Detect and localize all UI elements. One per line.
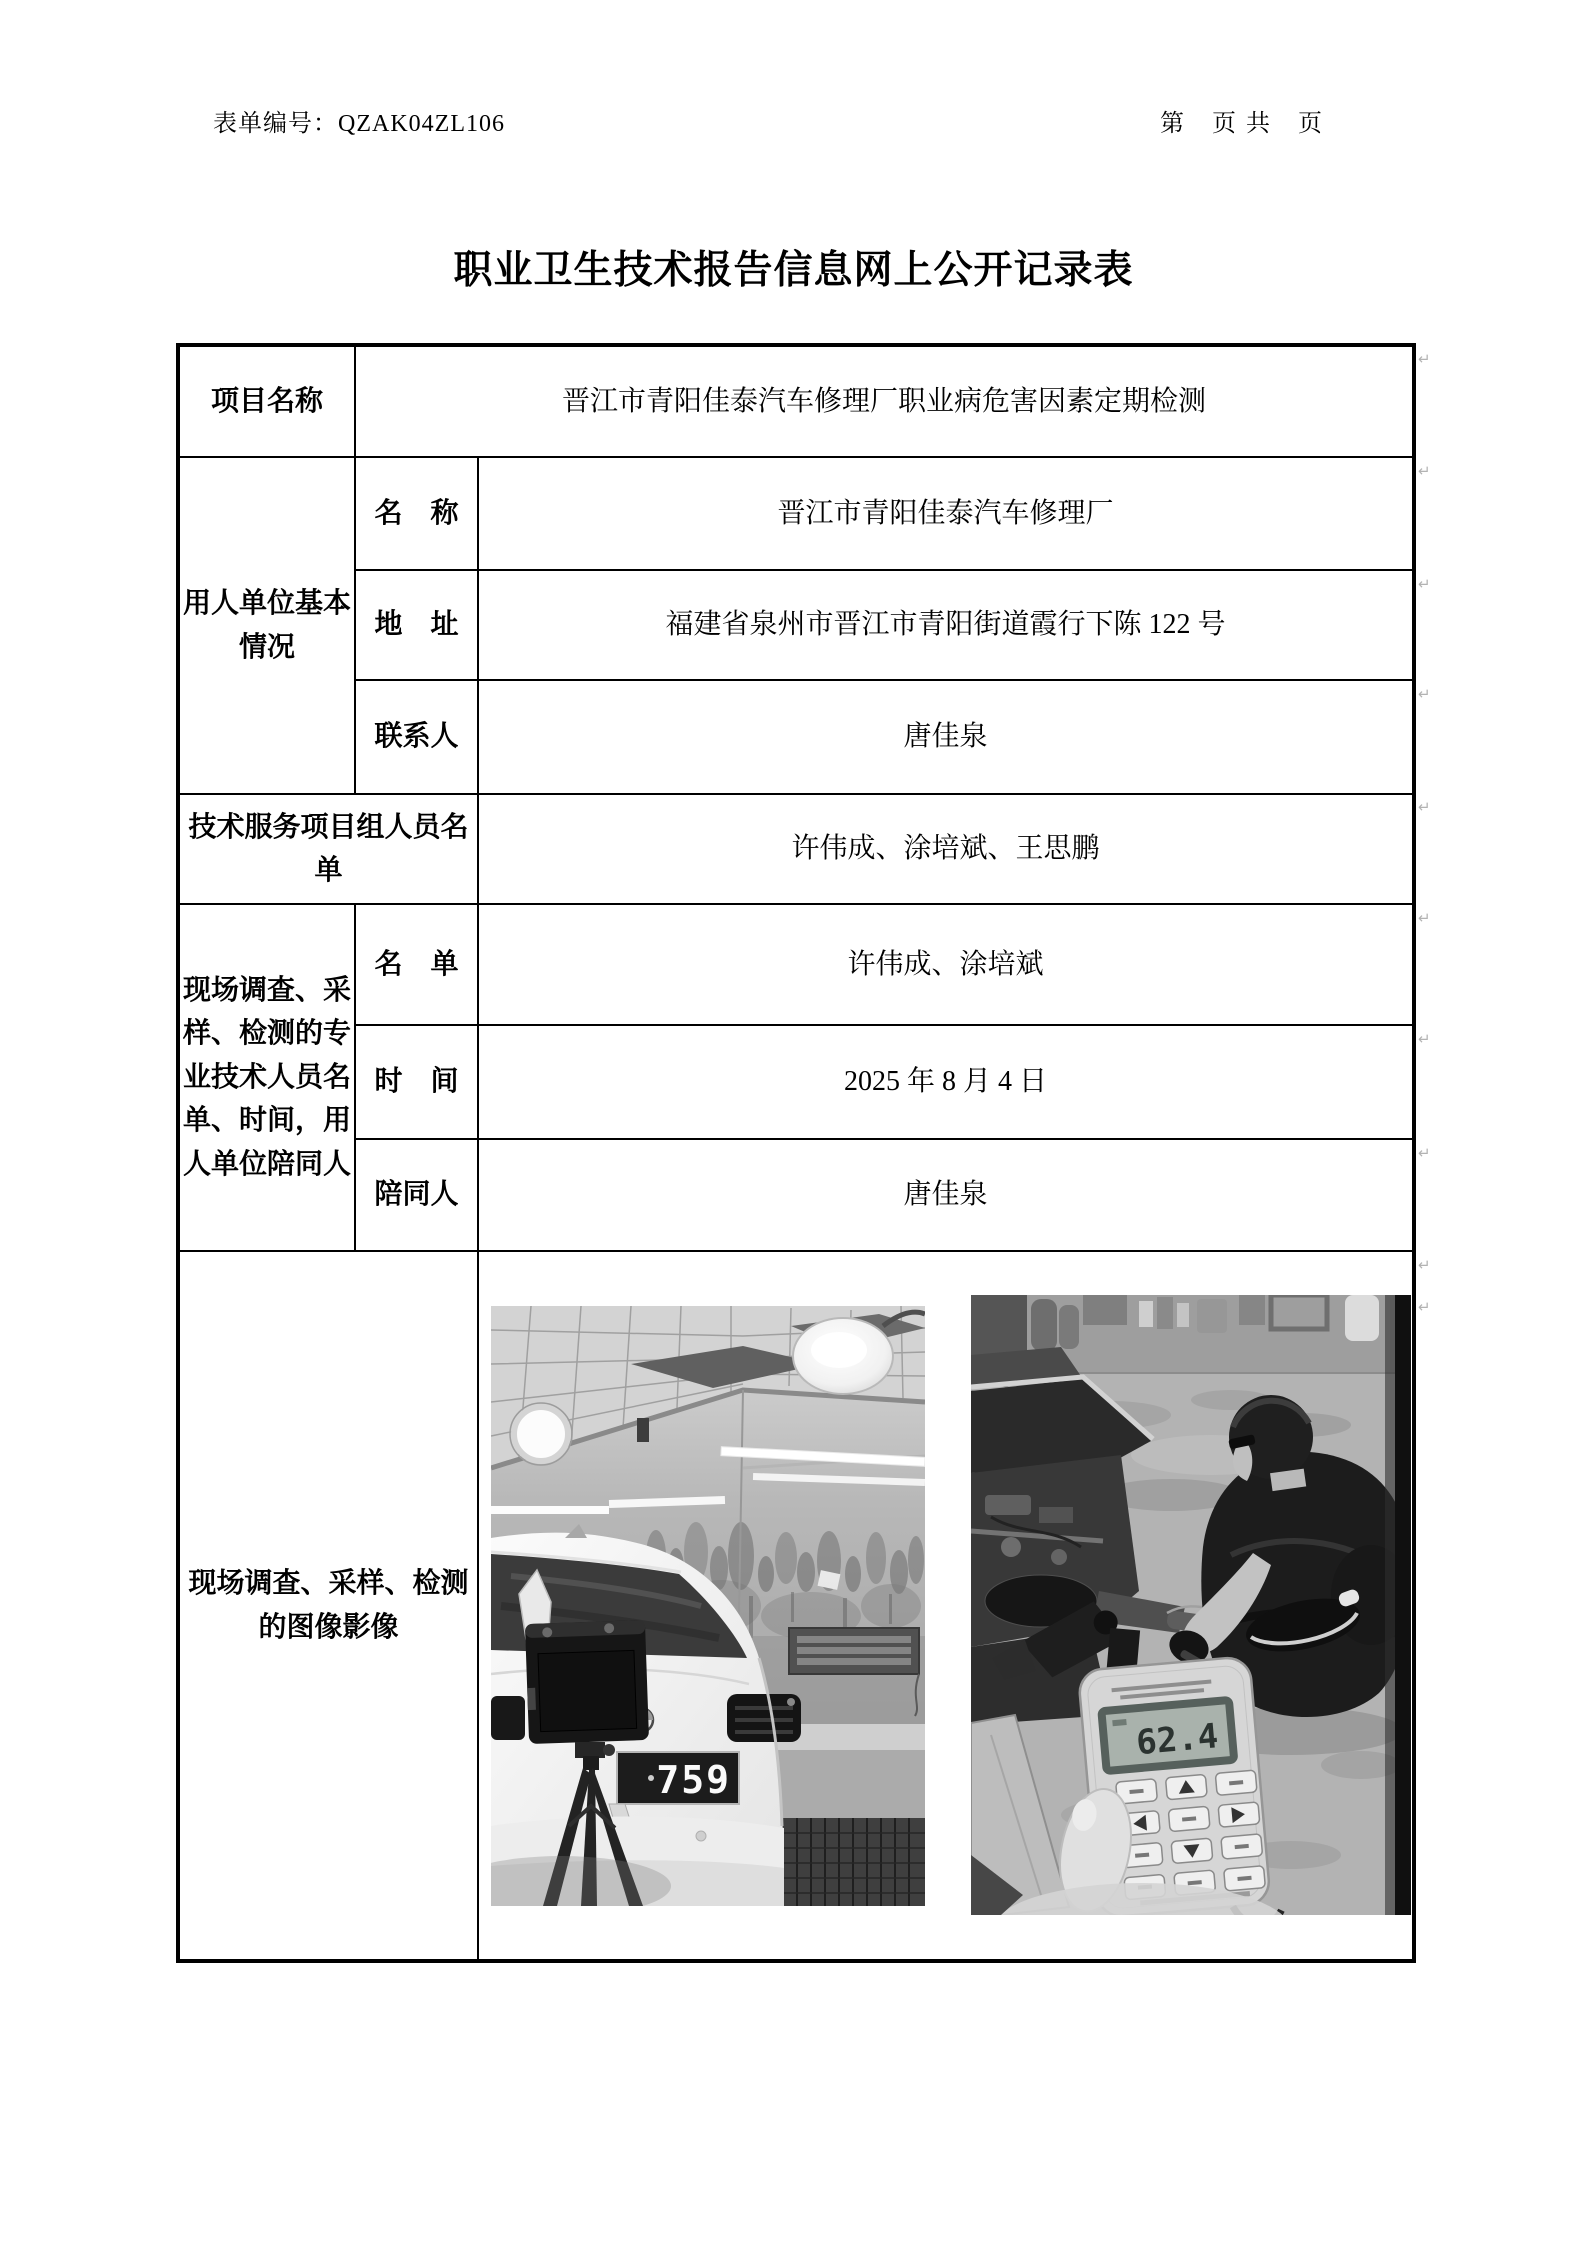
floor-grating: [783, 1818, 925, 1906]
paragraph-mark: [1418, 800, 1440, 815]
employer-address-value: 福建省泉州市晋江市青阳街道霞行下陈 122 号: [478, 570, 1414, 680]
row-project-name: [178, 345, 1414, 457]
meter-reading-text: 62.4: [1134, 1716, 1220, 1764]
lcd-display: [1097, 1696, 1238, 1776]
row-tech-team: [178, 794, 1414, 904]
row-employer-address: [178, 570, 1414, 680]
row-field-time: [178, 1025, 1414, 1139]
field-time-value: 2025 年 8 月 4 日: [478, 1025, 1414, 1139]
row-employer-contact: [178, 680, 1414, 794]
license-plate-text: 759: [656, 1758, 731, 1802]
page-marker: 第 页 共 页: [1160, 111, 1324, 137]
employer-contact-value: 唐佳泉: [478, 680, 1414, 794]
paragraph-mark: [1418, 577, 1440, 592]
paragraph-mark: [1418, 1258, 1440, 1273]
project-name-label: 项目名称: [178, 345, 355, 457]
row-field-escort: [178, 1139, 1414, 1251]
employer-name-label: 名 称: [355, 457, 478, 570]
site-photo-measurement: [971, 1295, 1411, 1915]
media-label: 现场调查、采样、检测的图像影像: [178, 1251, 478, 1961]
field-roster-value: 许伟成、涂培斌: [478, 904, 1414, 1025]
field-time-label: 时 间: [355, 1025, 478, 1139]
tech-team-label: 技术服务项目组人员名单: [178, 794, 478, 904]
media-photos-cell: [478, 1251, 1414, 1961]
paragraph-mark: [1418, 687, 1440, 702]
row-media: [178, 1251, 1414, 1961]
site-photo-spray-booth: [491, 1306, 925, 1906]
license-plate: [617, 1752, 739, 1804]
employer-name-value: 晋江市青阳佳泰汽车修理厂: [478, 457, 1414, 570]
paragraph-mark: [1418, 1300, 1440, 1315]
row-employer-name: [178, 457, 1414, 570]
porthole-light: [510, 1403, 572, 1465]
form-number: 表单编号：QZAK04ZL106: [213, 111, 505, 137]
page-title: 职业卫生技术报告信息网上公开记录表: [453, 249, 1134, 292]
tech-team-value: 许伟成、涂培斌、王思鹏: [478, 794, 1414, 904]
field-escort-value: 唐佳泉: [478, 1139, 1414, 1251]
paragraph-mark: [1418, 464, 1440, 479]
row-field-roster: [178, 904, 1414, 1025]
employer-address-label: 地 址: [355, 570, 478, 680]
field-roster-label: 名 单: [355, 904, 478, 1025]
employer-contact-label: 联系人: [355, 680, 478, 794]
paragraph-mark: [1418, 1032, 1440, 1047]
paragraph-mark: [1418, 1146, 1440, 1161]
paragraph-mark: [1418, 352, 1440, 367]
field-escort-label: 陪同人: [355, 1139, 478, 1251]
record-table: [176, 343, 1416, 1963]
paragraph-mark: [1418, 911, 1440, 926]
field-section-label: 现场调查、采样、检测的专业技术人员名单、时间，用人单位陪同人: [178, 904, 355, 1251]
project-name-value: 晋江市青阳佳泰汽车修理厂职业病危害因素定期检测: [355, 345, 1414, 457]
employer-section-label: 用人单位基本情况: [178, 457, 355, 794]
